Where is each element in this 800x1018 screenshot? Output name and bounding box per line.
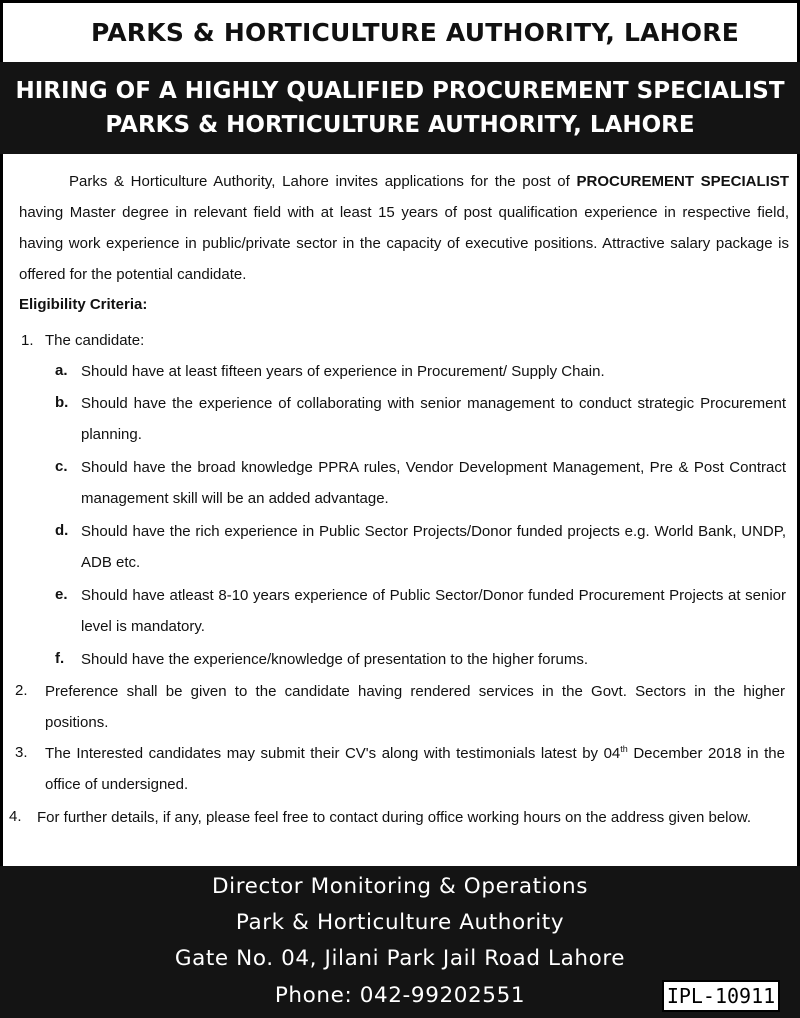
contact-footer: [0, 866, 800, 1018]
sub-item-d-text: Should have the rich experience in Public Sector Projects/Donor funded projects e.g. World Bank, UNDP, ADB etc.: [81, 523, 786, 571]
footer-director: Director Monitoring & Operations: [211, 874, 588, 899]
item-3-text-b: December 2018 in the office of undersigned.: [45, 745, 785, 793]
item-3-number: 3.: [15, 744, 28, 761]
headline-banner: [0, 62, 800, 154]
sub-item-f-letter: f.: [55, 650, 65, 667]
sub-item-c-letter: c.: [55, 458, 68, 475]
ref-code-badge: IPL-10911: [662, 980, 780, 1012]
sub-item-d-letter: d.: [55, 522, 69, 539]
item-1-number: 1.: [21, 332, 34, 349]
org-title-bar: [0, 0, 800, 62]
sub-item-a-text: Should have at least fifteen years of experience in Procurement/ Supply Chain.: [81, 363, 605, 380]
sub-item-a-letter: a.: [55, 362, 68, 379]
eligibility-heading: Eligibility Criteria:: [19, 296, 148, 313]
item-2-number: 2.: [15, 682, 28, 699]
ad-body: [0, 154, 800, 866]
item-3-text-a: The Interested candidates may submit their CV's along with testimonials latest by 04: [45, 745, 621, 762]
item-3-text: [45, 738, 785, 800]
sub-item-f-text: Should have the experience/knowledge of presentation to the higher forums.: [81, 651, 588, 668]
banner-line-1: HIRING OF A HIGHLY QUALIFIED PROCUREMENT SPECIALIST: [15, 78, 785, 104]
sub-item-e-letter: e.: [55, 586, 68, 603]
sub-item-b-letter: b.: [55, 394, 69, 411]
sub-item-c-text: Should have the broad knowledge PPRA rules, Vendor Development Management, Pre & Post Contract management skill will be an added advantage.: [81, 459, 786, 507]
intro-text-1: Parks & Horticulture Authority, Lahore invites applications for the post of: [69, 173, 577, 190]
footer-phone: Phone: 042-99202551: [274, 983, 526, 1008]
org-title: PARKS & HORTICULTURE AUTHORITY, LAHORE: [91, 18, 739, 47]
intro-text-2: having Master degree in relevant field with at least 15 years of post qualification experience in respective field, having work experience in public/private sector in the capacity of executive positions. Attractive salary package is offered for the potential candidate.: [19, 204, 789, 283]
item-4-number: 4.: [9, 808, 22, 825]
footer-address: Gate No. 04, Jilani Park Jail Road Lahore: [174, 946, 626, 971]
sub-item-e-text: Should have atleast 8-10 years experience of Public Sector/Donor funded Procurement Projects at senior level is mandatory.: [81, 587, 786, 635]
item-2-text: Preference shall be given to the candidate having rendered services in the Govt. Sectors in the higher positions.: [45, 683, 785, 731]
item-1-text: The candidate:: [45, 332, 145, 349]
footer-authority: Park & Horticulture Authority: [235, 910, 565, 935]
intro-paragraph: [19, 166, 789, 290]
item-3-date-suffix: th: [620, 744, 628, 754]
post-name: PROCUREMENT SPECIALIST: [576, 173, 790, 190]
sub-item-b-text: Should have the experience of collaborating with senior management to conduct strategic Procurement planning.: [81, 395, 786, 443]
banner-line-2: PARKS & HORTICULTURE AUTHORITY, LAHORE: [105, 112, 695, 138]
item-4-text: For further details, if any, please feel free to contact during office working hours on the address given below.: [37, 809, 752, 826]
